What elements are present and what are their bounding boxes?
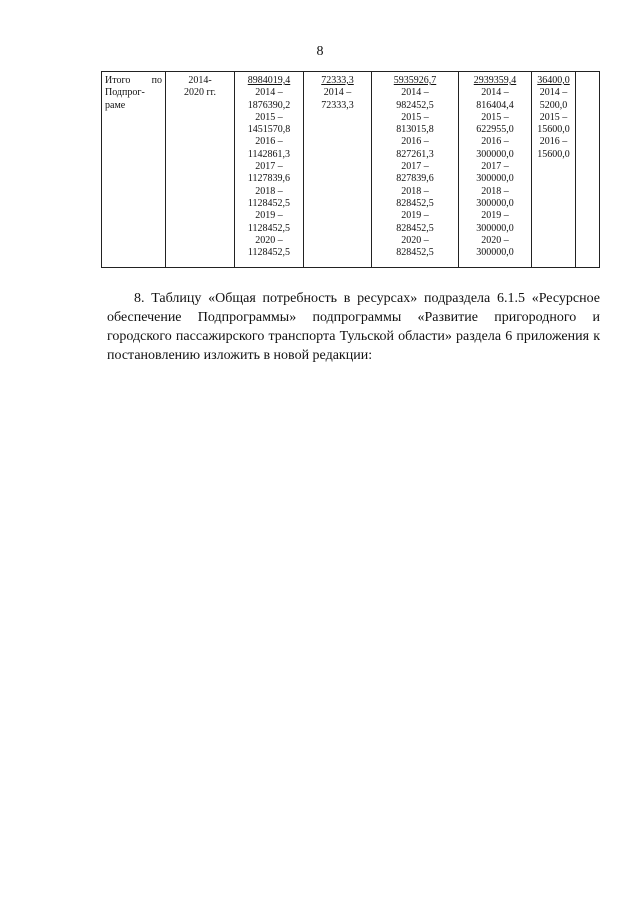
instruction-paragraph xyxy=(107,289,600,365)
row-label-line-3: раме xyxy=(105,99,126,111)
value-cell xyxy=(304,72,372,268)
year-value: 300000,0 xyxy=(476,222,514,234)
table-row xyxy=(102,72,600,268)
year-value: 5200,0 xyxy=(539,99,568,111)
year-label: 2015 – xyxy=(539,111,568,123)
year-value: 1142861,3 xyxy=(247,148,291,160)
year-value: 72333,3 xyxy=(321,99,354,111)
period-cell xyxy=(166,72,235,268)
value-cell xyxy=(459,72,532,268)
period-line-1: 2014- xyxy=(188,75,212,86)
column-total: 5935926,7 xyxy=(393,75,437,86)
year-value: 1127839,6 xyxy=(247,173,291,185)
year-label: 2019 – xyxy=(401,210,429,222)
year-label: 2016 – xyxy=(481,136,509,148)
year-value: 813015,8 xyxy=(396,124,434,136)
year-value: 300000,0 xyxy=(476,148,514,160)
year-label: 2018 – xyxy=(401,185,429,197)
column-total: 8984019,4 xyxy=(247,75,291,86)
year-value: 828452,5 xyxy=(396,197,434,209)
paragraph-text: 8. Таблицу «Общая потребность в ресурсах» подраздела 6.1.5 «Ресурсное обеспечение Подпрограммы» подпрограммы «Развитие пригородного и городского пассажирского транспорта Тульской области» раздела 6 приложения к постановлению изложить в новой редакции: xyxy=(107,291,600,363)
year-label: 2014 – xyxy=(539,87,568,99)
row-label-word-2: по xyxy=(151,75,162,86)
year-value: 1451570,8 xyxy=(247,124,291,136)
year-value: 300000,0 xyxy=(476,173,514,185)
value-cell xyxy=(235,72,304,268)
year-label: 2019 – xyxy=(255,210,283,222)
year-value: 1128452,5 xyxy=(247,197,291,209)
year-label: 2015 – xyxy=(255,111,283,123)
year-value: 1876390,2 xyxy=(247,99,291,111)
year-value: 15600,0 xyxy=(537,148,570,160)
column-total: 72333,3 xyxy=(321,75,354,86)
year-value: 1128452,5 xyxy=(247,247,291,259)
column-total: 36400,0 xyxy=(537,75,570,86)
row-label-line-2: Подпрог- xyxy=(105,87,145,99)
year-label: 2015 – xyxy=(481,111,509,123)
year-label: 2020 – xyxy=(401,234,429,246)
resource-table xyxy=(101,71,600,268)
column-total: 2939359,4 xyxy=(473,75,517,86)
year-label: 2014 – xyxy=(401,87,429,99)
year-label: 2016 – xyxy=(401,136,429,148)
year-value: 827839,6 xyxy=(396,173,434,185)
year-label: 2014 – xyxy=(481,87,509,99)
row-label-cell xyxy=(102,72,166,268)
year-label: 2017 – xyxy=(401,161,429,173)
year-label: 2018 – xyxy=(255,185,283,197)
year-value: 1128452,5 xyxy=(247,222,291,234)
year-label: 2016 – xyxy=(255,136,283,148)
year-value: 622955,0 xyxy=(476,124,514,136)
year-label: 2020 – xyxy=(255,234,283,246)
year-label: 2019 – xyxy=(481,210,509,222)
value-cell xyxy=(576,72,600,268)
year-value: 816404,4 xyxy=(476,99,514,111)
value-cell xyxy=(532,72,576,268)
year-value: 827261,3 xyxy=(396,148,434,160)
year-label: 2017 – xyxy=(481,161,509,173)
year-label: 2016 – xyxy=(539,136,568,148)
period-line-2: 2020 гг. xyxy=(183,87,217,99)
year-label: 2015 – xyxy=(401,111,429,123)
year-label: 2017 – xyxy=(255,161,283,173)
value-cell xyxy=(372,72,459,268)
year-value: 15600,0 xyxy=(537,124,570,136)
year-label: 2014 – xyxy=(323,87,352,99)
page-number: 8 xyxy=(316,44,324,59)
row-label-word-1: Итого xyxy=(105,75,131,86)
year-value: 300000,0 xyxy=(476,197,514,209)
year-label: 2014 – xyxy=(255,87,283,99)
year-label: 2018 – xyxy=(481,185,509,197)
year-value: 828452,5 xyxy=(396,247,434,259)
year-value: 828452,5 xyxy=(396,222,434,234)
year-label: 2020 – xyxy=(481,234,509,246)
year-value: 982452,5 xyxy=(396,99,434,111)
year-value: 300000,0 xyxy=(476,247,514,259)
